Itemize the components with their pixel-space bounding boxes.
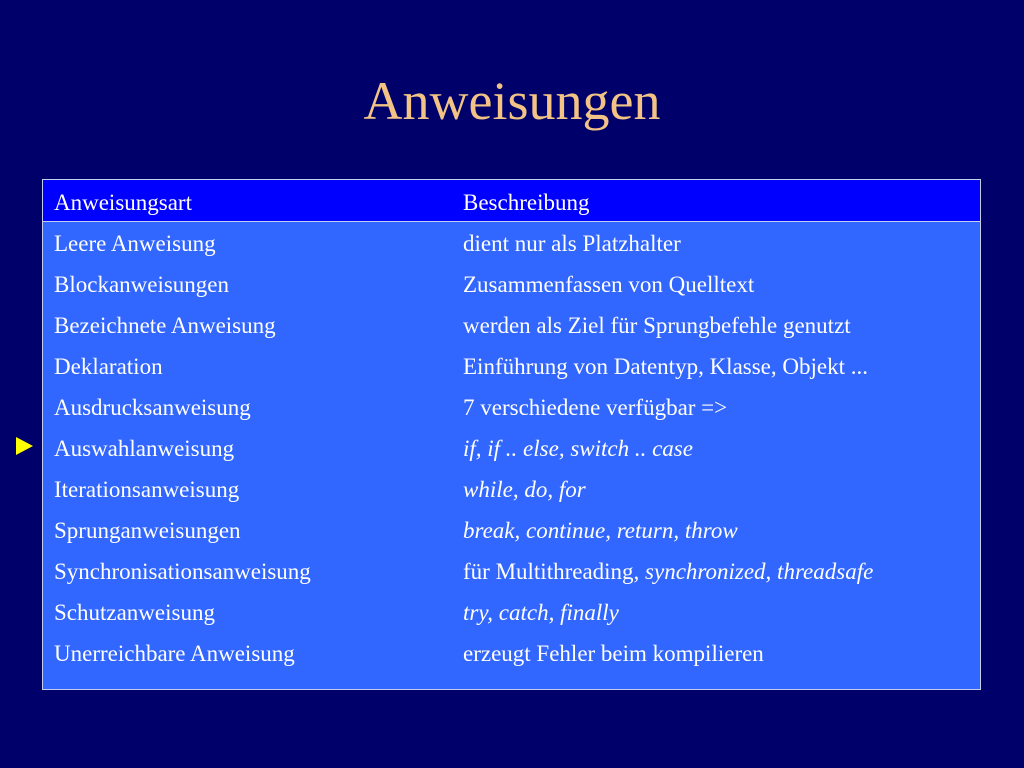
statement-type: Leere Anweisung: [54, 231, 216, 256]
statement-type: Ausdrucksanweisung: [54, 395, 251, 420]
statement-description: für Multithreading, synchronized, threadsafe: [463, 559, 874, 584]
statement-table: [42, 179, 981, 690]
statement-description: Einführung von Datentyp, Klasse, Objekt ...: [463, 354, 868, 379]
slide-title: Anweisungen: [363, 71, 661, 131]
statement-type: Synchronisationsanweisung: [54, 559, 311, 584]
statement-description: werden als Ziel für Sprungbefehle genutzt: [463, 313, 851, 338]
statement-type: Unerreichbare Anweisung: [54, 641, 295, 666]
statement-type: Schutzanweisung: [54, 600, 215, 625]
statement-description: erzeugt Fehler beim kompilieren: [463, 641, 764, 666]
statement-type: Auswahlanweisung: [54, 436, 235, 461]
statement-type: Sprunganweisungen: [54, 518, 241, 543]
header-description: Beschreibung: [463, 190, 590, 215]
statement-type: Blockanweisungen: [54, 272, 230, 297]
triangle-right-icon: [16, 437, 33, 455]
statement-type: Deklaration: [54, 354, 163, 379]
statement-description: dient nur als Platzhalter: [463, 231, 681, 256]
statement-description: if, if .. else, switch .. case: [463, 436, 693, 461]
statement-description: try, catch, finally: [463, 600, 619, 625]
statement-description: Zusammenfassen von Quelltext: [463, 272, 755, 297]
statement-type: Iterationsanweisung: [54, 477, 240, 502]
table-header-row: [43, 180, 980, 222]
statement-description: while, do, for: [463, 477, 586, 502]
statement-type: Bezeichnete Anweisung: [54, 313, 276, 338]
header-statement-type: Anweisungsart: [54, 190, 192, 215]
statement-description: break, continue, return, throw: [463, 518, 738, 543]
statement-description: 7 verschiedene verfügbar =>: [463, 395, 728, 420]
